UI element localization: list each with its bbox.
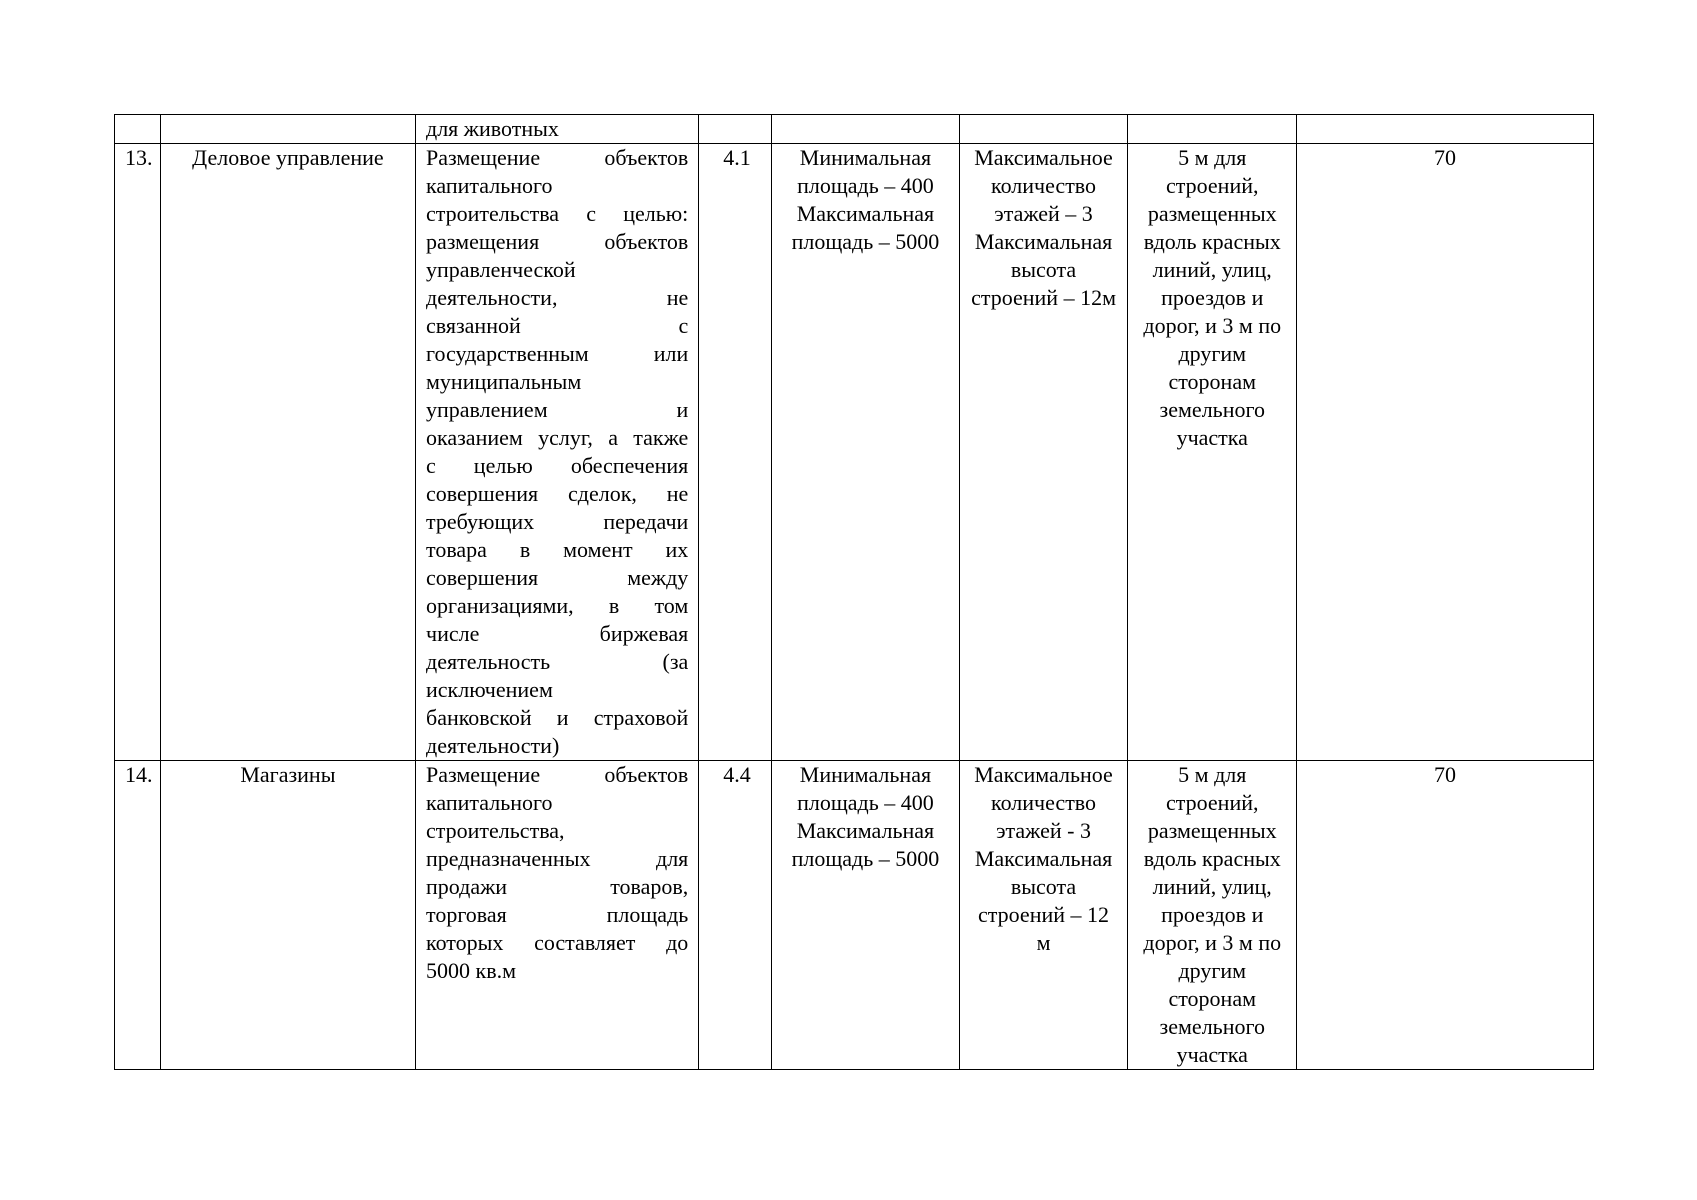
land-use-description-cell: [416, 115, 699, 144]
description-line: предназначенных для: [426, 846, 689, 871]
description-line: совершения сделок, не: [426, 481, 689, 506]
description-line: 5000 кв.м: [426, 958, 516, 983]
zoning-table: [114, 114, 1594, 1070]
land-use-name-cell: [160, 144, 415, 761]
land-use-code-cell-text: 4.1: [723, 145, 751, 170]
description-line: строительства с целью:: [426, 201, 689, 226]
description-line: требующих передачи: [426, 509, 689, 534]
description-line: капитального: [426, 173, 553, 198]
land-use-code-cell: [699, 115, 772, 144]
land-use-name-cell: [160, 761, 415, 1070]
plot-area-cell: [772, 761, 959, 1070]
floors-height-cell-text: Максимальное количество этажей – 3 Максимальная высота строений – 12м: [971, 145, 1116, 310]
description-line: для животных: [426, 116, 559, 141]
land-use-code-cell-text: 4.4: [723, 762, 751, 787]
description-line: числе биржевая: [426, 621, 689, 646]
description-line: муниципальным: [426, 369, 582, 394]
description-line: с целью обеспечения: [426, 453, 689, 478]
description-line: товара в момент их: [426, 537, 689, 562]
row-number-cell: [115, 144, 161, 761]
setbacks-cell-text: 5 м для строений, размещенных вдоль красных линий, улиц, проездов и дорог, и 3 м по другим сторонам земельного участка: [1143, 145, 1282, 450]
coverage-cell: [1297, 115, 1594, 144]
land-use-description-cell: [416, 761, 699, 1070]
description-line: Размещение объектов: [426, 762, 689, 787]
coverage-cell-text: 70: [1434, 762, 1457, 787]
floors-height-cell: [959, 144, 1128, 761]
land-use-name-cell-text: Деловое управление: [192, 145, 384, 170]
floors-height-cell: [959, 761, 1128, 1070]
description-line: торговая площадь: [426, 902, 689, 927]
row-number-cell: [115, 115, 161, 144]
description-line: совершения между: [426, 565, 689, 590]
row-number-cell-text: 14.: [125, 762, 153, 787]
plot-area-cell-text: Минимальная площадь – 400 Максимальная площадь – 5000: [791, 762, 940, 871]
description-line: связанной с: [426, 313, 689, 338]
floors-height-cell-text: Максимальное количество этажей - 3 Максимальная высота строений – 12 м: [974, 762, 1113, 955]
setbacks-cell-text: 5 м для строений, размещенных вдоль красных линий, улиц, проездов и дорог, и 3 м по другим сторонам земельного участка: [1143, 762, 1282, 1067]
description-line: исключением: [426, 677, 553, 702]
coverage-cell: [1297, 144, 1594, 761]
table-row: [115, 144, 1594, 761]
coverage-cell-text: 70: [1434, 145, 1457, 170]
land-use-code-cell: [699, 144, 772, 761]
description-line: которых составляет до: [426, 930, 689, 955]
description-line: организациями, в том: [426, 593, 689, 618]
land-use-name-cell-text: Магазины: [240, 762, 336, 787]
description-line: оказанием услуг, а также: [426, 425, 689, 450]
description-line: капитального: [426, 790, 553, 815]
floors-height-cell: [959, 115, 1128, 144]
description-line: Размещение объектов: [426, 145, 689, 170]
description-line: управленческой: [426, 257, 576, 282]
setbacks-cell: [1128, 761, 1297, 1070]
description-line: размещения объектов: [426, 229, 689, 254]
description-line: продажи товаров,: [426, 874, 689, 899]
table-row: [115, 115, 1594, 144]
setbacks-cell: [1128, 144, 1297, 761]
plot-area-cell-text: Минимальная площадь – 400 Максимальная площадь – 5000: [791, 145, 940, 254]
table-body: [115, 115, 1594, 1070]
setbacks-cell: [1128, 115, 1297, 144]
plot-area-cell: [772, 115, 959, 144]
description-line: деятельности): [426, 733, 560, 758]
description-line: деятельности, не: [426, 285, 689, 310]
description-line: государственным или: [426, 341, 689, 366]
land-use-description-cell: [416, 144, 699, 761]
coverage-cell: [1297, 761, 1594, 1070]
row-number-cell: [115, 761, 161, 1070]
plot-area-cell: [772, 144, 959, 761]
table-row: [115, 761, 1594, 1070]
description-line: деятельность (за: [426, 649, 689, 674]
land-use-code-cell: [699, 761, 772, 1070]
description-line: управлением и: [426, 397, 689, 422]
description-line: банковской и страховой: [426, 705, 689, 730]
land-use-name-cell: [160, 115, 415, 144]
row-number-cell-text: 13.: [125, 145, 153, 170]
description-line: строительства,: [426, 818, 565, 843]
